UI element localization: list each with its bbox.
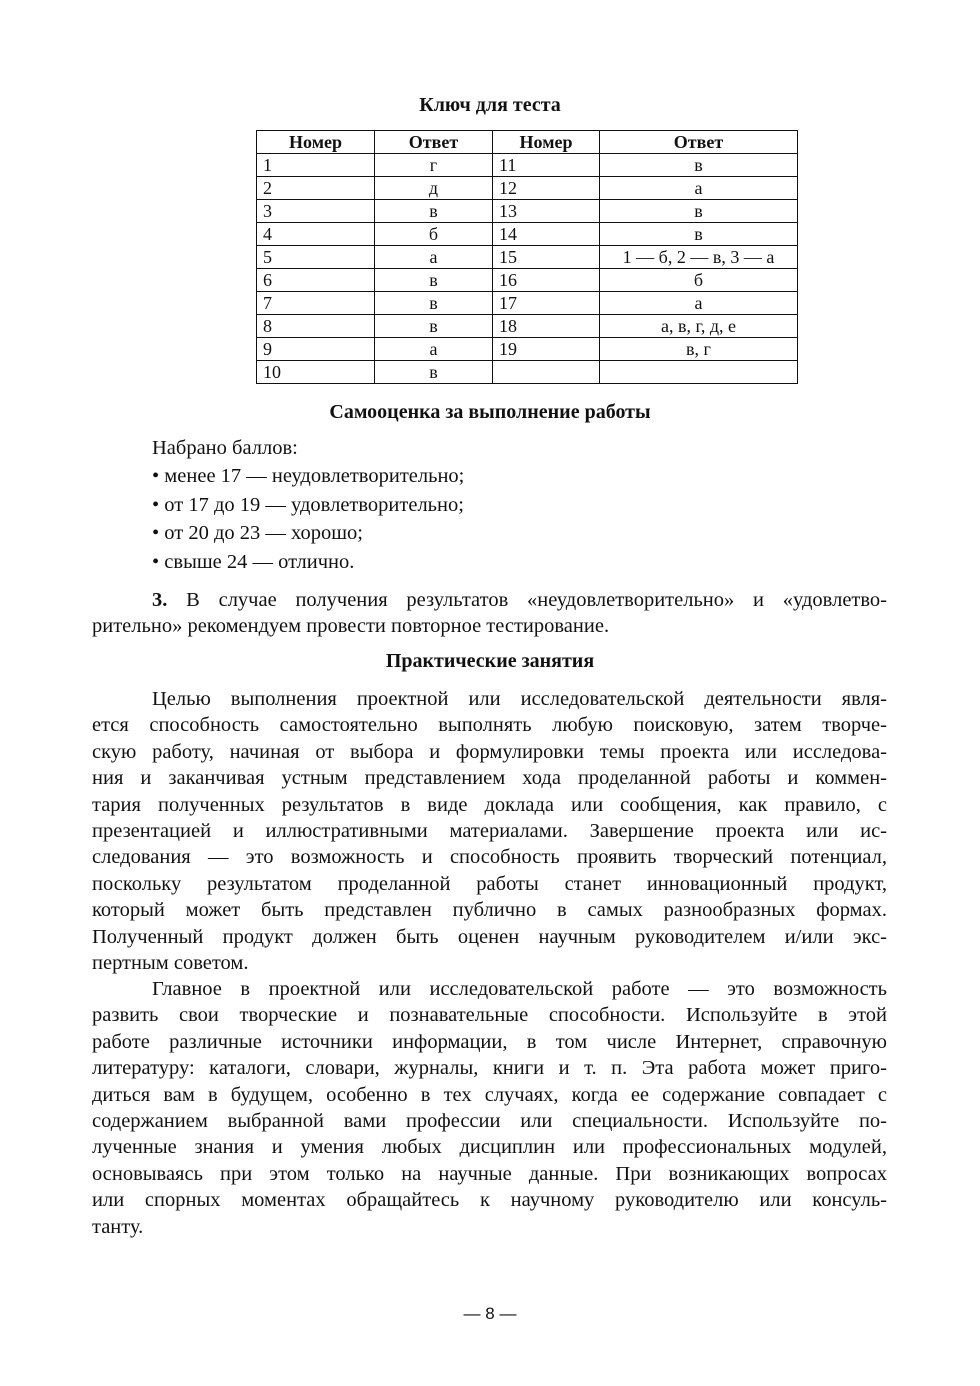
answer-cell: б — [600, 269, 798, 292]
point-line: В случае получения результатов «неудовлетворительно» и «удовлетво- — [167, 589, 887, 611]
paragraph-line: презентацией и иллюстративными материалами. Завершение проекта или ис- — [92, 819, 887, 842]
paragraph-line: который может быть представлен публично в самых разнообразных формах. — [92, 899, 887, 922]
table-row — [257, 223, 798, 246]
question-number-cell: 5 — [257, 246, 375, 269]
answer-cell: а — [375, 338, 493, 361]
table-row — [257, 269, 798, 292]
question-number-cell: 9 — [257, 338, 375, 361]
header-answer: Ответ — [375, 131, 493, 154]
question-number-cell: 4 — [257, 223, 375, 246]
paragraph-line: Целью выполнения проектной или исследовательской деятельности явля- — [152, 688, 887, 710]
table-row — [257, 154, 798, 177]
answer-cell: а — [600, 177, 798, 200]
question-number-cell: 18 — [493, 315, 600, 338]
answer-cell — [600, 361, 798, 384]
self-assessment-title: Самооценка за выполнение работы — [329, 401, 651, 423]
answer-key-table — [256, 130, 798, 384]
key-title: Ключ для теста — [419, 94, 561, 116]
table-row — [257, 177, 798, 200]
answer-cell: в — [375, 315, 493, 338]
paragraph-line: пертным советом. — [92, 951, 249, 974]
question-number-cell: 2 — [257, 177, 375, 200]
answer-cell: а, в, г, д, е — [600, 315, 798, 338]
score-label: Набрано баллов: — [152, 437, 298, 459]
question-number-cell: 11 — [493, 154, 600, 177]
answer-cell: д — [375, 177, 493, 200]
question-number-cell: 6 — [257, 269, 375, 292]
point-3-paragraph — [92, 587, 887, 640]
page-number: — 8 — — [463, 1304, 517, 1323]
question-number-cell: 15 — [493, 246, 600, 269]
answer-cell: а — [600, 292, 798, 315]
question-number-cell — [493, 361, 600, 384]
question-number-cell: 10 — [257, 361, 375, 384]
point-line: рительно» рекомендуем провести повторное тестирование. — [92, 615, 610, 638]
score-item: • от 17 до 19 — удовлетворительно; — [152, 493, 464, 516]
score-item: • менее 17 — неудовлетворительно; — [152, 465, 465, 487]
question-number-cell: 16 — [493, 269, 600, 292]
question-number-cell: 12 — [493, 177, 600, 200]
header-answer: Ответ — [600, 131, 798, 154]
paragraph-line: работе различные источники информации, в том числе Интернет, справочную — [92, 1030, 887, 1053]
header-number: Номер — [257, 131, 375, 154]
paragraph-line: ется способность самостоятельно выполнять любую поисковую, затем творче- — [92, 714, 887, 737]
question-number-cell: 7 — [257, 292, 375, 315]
paragraph-line: поскольку результатом проделанной работы станет инновационный продукт, — [92, 872, 887, 895]
answer-cell: а — [375, 246, 493, 269]
question-number-cell: 13 — [493, 200, 600, 223]
practice-title: Практические занятия — [385, 650, 595, 672]
score-item: • от 20 до 23 — хорошо; — [152, 522, 363, 544]
answer-cell: г — [375, 154, 493, 177]
question-number-cell: 14 — [493, 223, 600, 246]
header-number: Номер — [493, 131, 600, 154]
paragraph-line: диться вам в будущем, особенно в тех случаях, когда ее содержание совпадает с — [92, 1083, 887, 1106]
question-number-cell: 8 — [257, 315, 375, 338]
table-header-row — [257, 131, 798, 154]
paragraph-line: ния и заканчивая устным представлением хода проделанной работы и коммен- — [92, 767, 887, 790]
paragraph-2 — [92, 976, 887, 1240]
answer-cell: в, г — [600, 338, 798, 361]
paragraph-line: следования — это возможность и способность проявить творческий потенциал, — [92, 846, 887, 869]
answer-cell: в — [600, 200, 798, 223]
question-number-cell: 3 — [257, 200, 375, 223]
answer-cell: в — [375, 200, 493, 223]
answer-cell: б — [375, 223, 493, 246]
paragraph-line: лученные знания и умения любых дисциплин или профессиональных модулей, — [92, 1136, 887, 1159]
answer-cell: в — [375, 269, 493, 292]
answer-cell: 1 — б, 2 — в, 3 — а — [600, 246, 798, 269]
paragraph-line: развить свои творческие и познавательные способности. Используйте в этой — [92, 1004, 887, 1027]
paragraph-1 — [92, 686, 887, 976]
paragraph-line: тария полученных результатов в виде доклада или сообщения, как правило, с — [92, 793, 887, 816]
paragraph-line: или спорных моментах обращайтесь к научному руководителю или консуль- — [92, 1189, 887, 1212]
paragraph-line: Главное в проектной или исследовательской работе — это возможность — [152, 978, 887, 1000]
point-number: 3. — [152, 589, 168, 611]
answer-cell: в — [600, 154, 798, 177]
question-number-cell: 17 — [493, 292, 600, 315]
answer-cell: в — [600, 223, 798, 246]
answer-cell: в — [375, 292, 493, 315]
table-row — [257, 292, 798, 315]
table-row — [257, 315, 798, 338]
table-row — [257, 361, 798, 384]
paragraph-line: Полученный продукт должен быть оценен научным руководителем и/или экс- — [92, 925, 887, 948]
question-number-cell: 19 — [493, 338, 600, 361]
paragraph-line: литературу: каталоги, словари, журналы, книги и т. п. Эта работа может приго- — [92, 1057, 887, 1080]
score-list — [152, 462, 464, 576]
table-row — [257, 200, 798, 223]
paragraph-line: танту. — [92, 1215, 144, 1238]
question-number-cell: 1 — [257, 154, 375, 177]
table-row — [257, 246, 798, 269]
paragraph-line: содержанием выбранной вами профессии или специальности. Используйте по- — [92, 1109, 887, 1132]
paragraph-line: основываясь при этом только на научные данные. При возникающих вопросах — [92, 1162, 887, 1185]
score-item: • свыше 24 — отлично. — [152, 550, 355, 573]
paragraph-line: скую работу, начиная от выбора и формулировки темы проекта или исследова- — [92, 740, 887, 763]
answer-cell: в — [375, 361, 493, 384]
table-row — [257, 338, 798, 361]
